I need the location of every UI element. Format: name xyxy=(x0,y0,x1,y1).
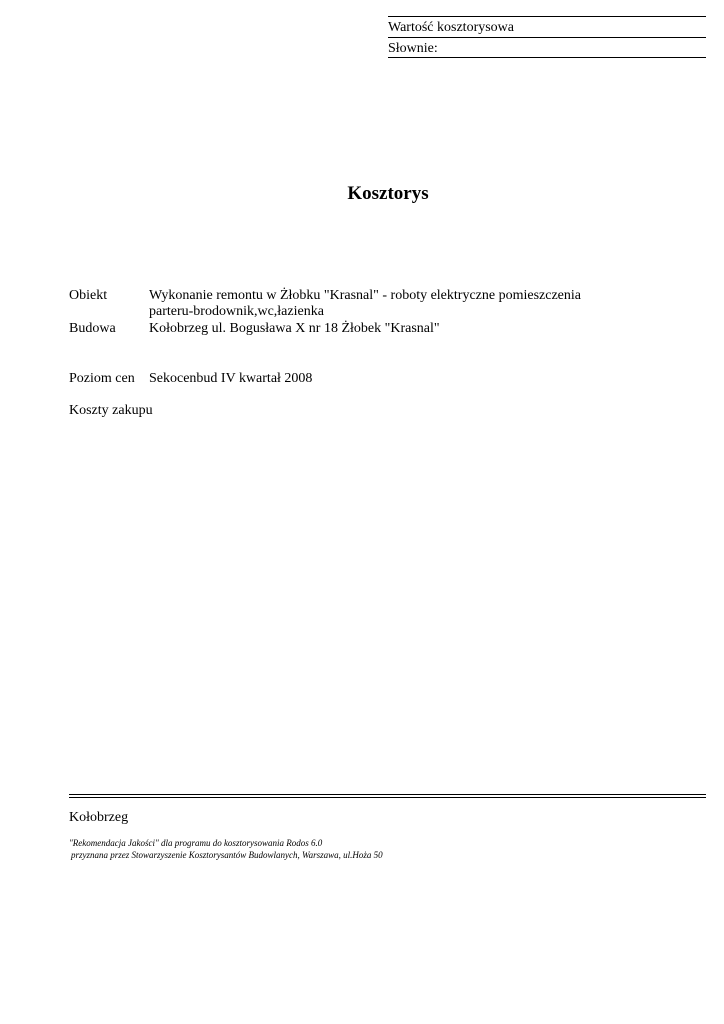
slownie-label: Słownie: xyxy=(388,41,438,56)
obiekt-label: Obiekt xyxy=(69,288,108,303)
poziom-cen-label: Poziom cen xyxy=(69,371,135,386)
footer-divider-secondary xyxy=(69,797,706,798)
wartosc-kosztorysowa-label: Wartość kosztorysowa xyxy=(388,20,515,35)
footer-note-line1: "Rekomendacja Jakości" dla programu do kosztorysowania Rodos 6.0 xyxy=(69,838,323,848)
footer-divider xyxy=(69,794,706,795)
poziom-cen-value: Sekocenbud IV kwartał 2008 xyxy=(149,371,313,386)
obiekt-value-line1: Wykonanie remontu w Żłobku "Krasnal" - roboty elektryczne pomieszczenia xyxy=(149,288,581,303)
obiekt-value-line2: parteru-brodownik,wc,łazienka xyxy=(149,304,324,319)
koszty-zakupu-label: Koszty zakupu xyxy=(69,403,153,418)
budowa-row xyxy=(69,321,589,337)
cost-value-box xyxy=(388,16,706,58)
footer-note-line2: przyznana przez Stowarzyszenie Kosztorysantów Budowlanych, Warszawa, ul.Hoża 50 xyxy=(71,850,383,860)
koszty-zakupu-row xyxy=(69,403,589,419)
footer-city: Kołobrzeg xyxy=(69,810,129,825)
obiekt-row xyxy=(69,288,589,320)
wartosc-kosztorysowa-field xyxy=(388,16,706,37)
budowa-value: Kołobrzeg ul. Bogusława X nr 18 Żłobek "Krasnal" xyxy=(149,321,440,336)
poziom-cen-row xyxy=(69,371,589,387)
budowa-label: Budowa xyxy=(69,321,116,336)
obiekt-value xyxy=(149,288,589,320)
document-title: Kosztorys xyxy=(347,183,429,204)
footer-note xyxy=(69,837,669,861)
slownie-field xyxy=(388,37,706,58)
